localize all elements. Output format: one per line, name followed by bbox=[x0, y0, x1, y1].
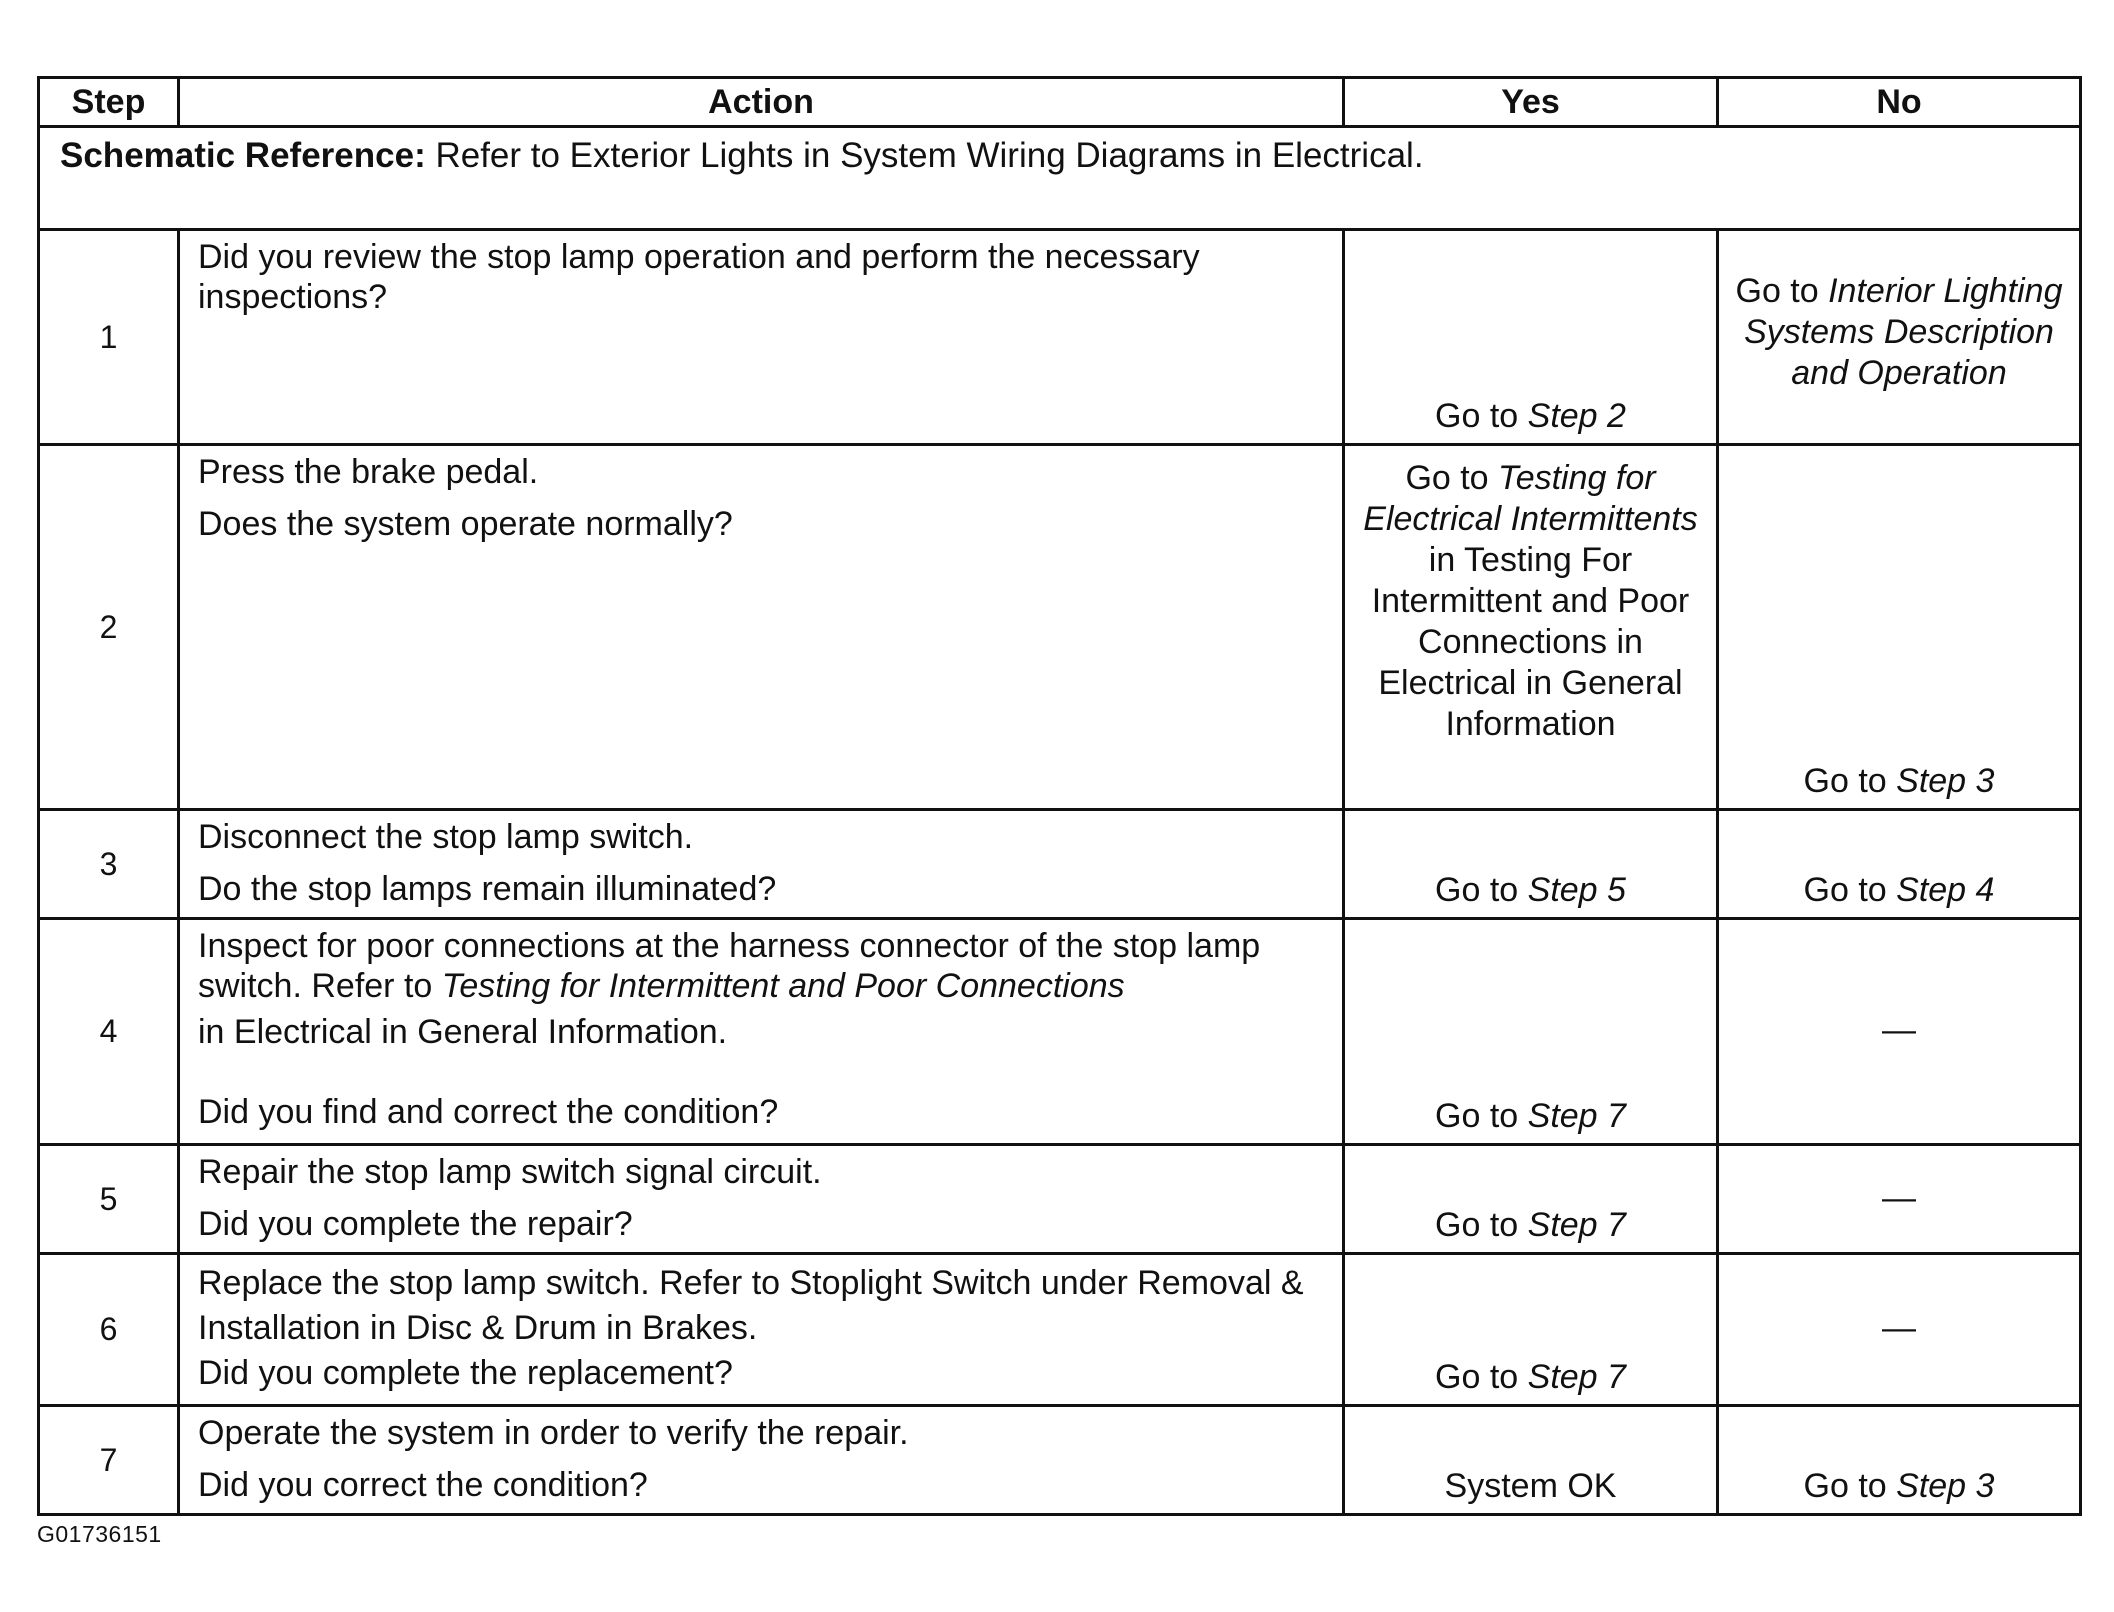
action-cell bbox=[179, 1254, 1344, 1406]
no-link[interactable]: Interior Lighting Systems Description and Operation bbox=[1744, 271, 2063, 392]
diagnostic-table-sheet bbox=[37, 76, 2079, 1516]
yes-prefix: Go to bbox=[1435, 871, 1528, 909]
action-text: Did you review the stop lamp operation and perform the necessary inspections? bbox=[198, 238, 1200, 316]
no-prefix: Go to bbox=[1803, 762, 1897, 800]
no-cell bbox=[1718, 230, 2081, 445]
yes-prefix: Go to bbox=[1405, 459, 1499, 497]
action-cell bbox=[179, 230, 1344, 445]
schematic-reference-text: Refer to Exterior Lights in System Wiring Diagrams in Electrical. bbox=[425, 136, 1424, 175]
header-step: Step bbox=[39, 78, 179, 127]
action-text: Press the brake pedal. bbox=[198, 453, 539, 491]
no-prefix: Go to bbox=[1803, 871, 1897, 909]
action-text: Replace the stop lamp switch. Refer to Stoplight Switch under Removal & Installation in Disc & Drum in Brakes. bbox=[198, 1264, 1304, 1347]
action-cell bbox=[179, 810, 1344, 919]
step-number: 2 bbox=[39, 445, 179, 810]
step-number: 4 bbox=[39, 919, 179, 1145]
schematic-reference-row bbox=[39, 127, 2081, 230]
action-cell bbox=[179, 919, 1344, 1145]
schematic-reference bbox=[39, 127, 2081, 230]
step-number: 6 bbox=[39, 1254, 179, 1406]
yes-cell bbox=[1344, 810, 1718, 919]
table-row bbox=[39, 810, 2081, 919]
step-number: 1 bbox=[39, 230, 179, 445]
header-row bbox=[39, 78, 2081, 127]
yes-link[interactable]: Testing for Electrical Intermittents bbox=[1363, 459, 1698, 538]
action-reference-link[interactable]: Testing for Intermittent and Poor Connections bbox=[441, 967, 1125, 1005]
yes-prefix: Go to bbox=[1435, 1358, 1528, 1396]
yes-cell bbox=[1344, 445, 1718, 810]
table-row bbox=[39, 1145, 2081, 1254]
yes-prefix: Go to bbox=[1435, 1097, 1528, 1135]
table-row bbox=[39, 1254, 2081, 1406]
action-question: Did you complete the repair? bbox=[198, 1205, 633, 1243]
step-number: 7 bbox=[39, 1406, 179, 1515]
no-dash: — bbox=[1882, 1011, 1916, 1049]
action-text bbox=[198, 926, 1324, 1006]
yes-cell bbox=[1344, 1406, 1718, 1515]
yes-link[interactable]: Step 7 bbox=[1527, 1206, 1626, 1244]
action-cell bbox=[179, 1145, 1344, 1254]
action-text-prefix: Inspect for poor connections at the harness connector of the stop lamp switch. Refer to bbox=[198, 927, 1261, 1005]
yes-prefix: Go to bbox=[1435, 397, 1528, 435]
no-cell bbox=[1718, 445, 2081, 810]
yes-link[interactable]: Step 5 bbox=[1527, 871, 1626, 909]
table-row bbox=[39, 230, 2081, 445]
no-cell bbox=[1718, 1406, 2081, 1515]
no-cell bbox=[1718, 1254, 2081, 1406]
no-link[interactable]: Step 3 bbox=[1896, 1467, 1995, 1505]
yes-cell bbox=[1344, 230, 1718, 445]
no-prefix: Go to bbox=[1735, 271, 1829, 310]
action-cell bbox=[179, 445, 1344, 810]
action-text: Operate the system in order to verify the repair. bbox=[198, 1414, 909, 1452]
yes-result: System OK bbox=[1444, 1467, 1617, 1505]
yes-prefix: Go to bbox=[1435, 1206, 1528, 1244]
no-cell bbox=[1718, 810, 2081, 919]
action-question: Does the system operate normally? bbox=[198, 505, 733, 543]
no-link[interactable]: Step 4 bbox=[1896, 871, 1995, 909]
diagnostic-table bbox=[37, 76, 2082, 1516]
yes-cell bbox=[1344, 1145, 1718, 1254]
header-action: Action bbox=[179, 78, 1344, 127]
yes-link[interactable]: Step 7 bbox=[1527, 1358, 1626, 1396]
schematic-reference-label: Schematic Reference: bbox=[60, 136, 426, 175]
table-row bbox=[39, 1406, 2081, 1515]
step-number: 3 bbox=[39, 810, 179, 919]
table-row bbox=[39, 445, 2081, 810]
yes-cell bbox=[1344, 919, 1718, 1145]
no-cell bbox=[1718, 919, 2081, 1145]
yes-link[interactable]: Step 2 bbox=[1527, 397, 1626, 435]
action-question: Did you complete the replacement? bbox=[198, 1354, 733, 1392]
no-link[interactable]: Step 3 bbox=[1896, 762, 1995, 800]
action-question: Did you correct the condition? bbox=[198, 1466, 648, 1504]
table-row bbox=[39, 919, 2081, 1145]
action-question: Did you find and correct the condition? bbox=[198, 1093, 779, 1131]
no-dash: — bbox=[1882, 1178, 1916, 1217]
action-text: Disconnect the stop lamp switch. bbox=[198, 818, 694, 856]
yes-link[interactable]: Step 7 bbox=[1527, 1097, 1626, 1135]
action-text: Repair the stop lamp switch signal circuit. bbox=[198, 1153, 822, 1191]
action-cell bbox=[179, 1406, 1344, 1515]
no-prefix: Go to bbox=[1803, 1467, 1897, 1505]
no-dash: — bbox=[1882, 1309, 1916, 1347]
yes-suffix: in Testing For Intermittent and Poor Connections in Electrical in General Information bbox=[1371, 541, 1690, 743]
header-yes: Yes bbox=[1344, 78, 1718, 127]
figure-code: G01736151 bbox=[37, 1521, 162, 1547]
no-cell bbox=[1718, 1145, 2081, 1254]
step-number: 5 bbox=[39, 1145, 179, 1254]
action-text-continued: in Electrical in General Information. bbox=[198, 1013, 728, 1051]
header-no: No bbox=[1718, 78, 2081, 127]
action-question: Do the stop lamps remain illuminated? bbox=[198, 870, 777, 908]
yes-cell bbox=[1344, 1254, 1718, 1406]
